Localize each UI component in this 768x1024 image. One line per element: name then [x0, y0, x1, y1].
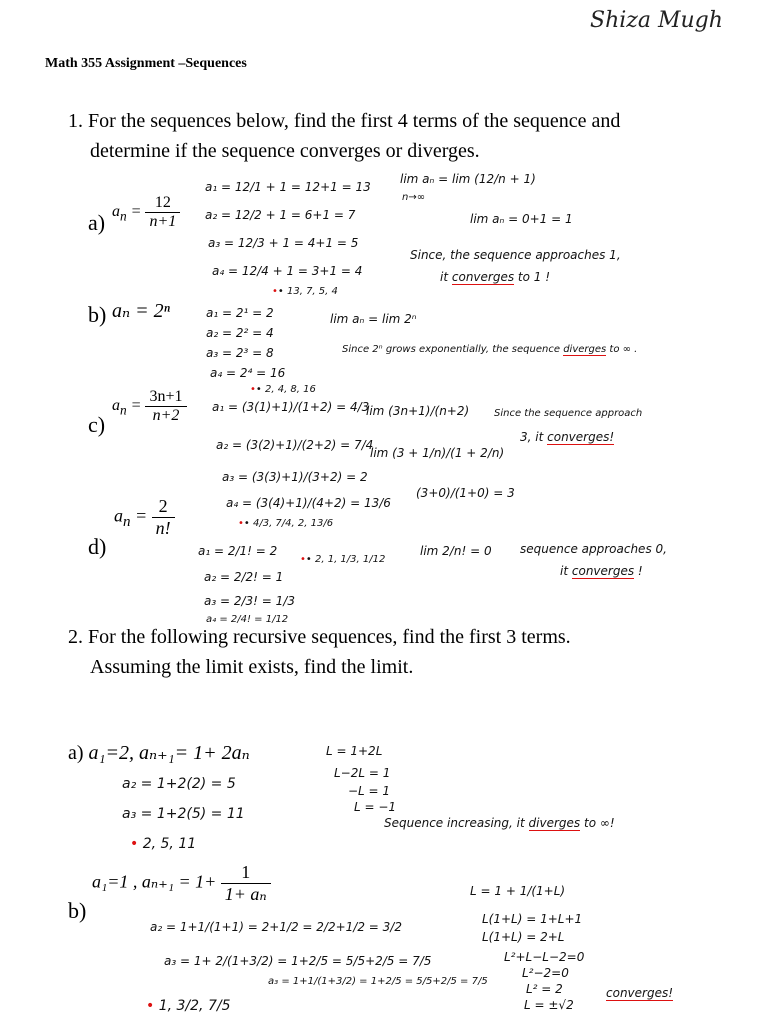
q2b-work-3: a₃ = 1+1/(1+3/2) = 1+2/5 = 5/5+2/5 = 7/5: [268, 976, 488, 987]
q1b-terms: •• 2, 4, 8, 16: [250, 384, 316, 395]
q1c-terms: •• 4/3, 7/4, 2, 13/6: [238, 518, 334, 529]
q1a-conclusion-1: Since, the sequence approaches 1,: [410, 248, 621, 262]
q1c-limit2: lim (3 + 1/n)/(1 + 2/n): [370, 446, 505, 460]
q2b-limit-7: L = ±√2: [524, 998, 574, 1012]
q1a-work-4: a₄ = 12/4 + 1 = 3+1 = 4: [212, 264, 363, 278]
q1a-limit1: lim aₙ = lim (12/n + 1): [400, 172, 536, 186]
q1a-terms: •• 13, 7, 5, 4: [272, 286, 338, 297]
q1d-conclusion-2: it converges !: [560, 564, 643, 578]
q2b-work-1: a₂ = 1+1/(1+1) = 2+1/2 = 2/2+1/2 = 3/2: [150, 920, 402, 934]
q1a-work-3: a₃ = 12/3 + 1 = 4+1 = 5: [208, 236, 359, 250]
q1c-work-1: a₁ = (3(1)+1)/(1+2) = 4/3: [212, 400, 370, 414]
q2a-work-1: a₂ = 1+2(2) = 5: [122, 776, 236, 792]
q2b-limit-6: L² = 2: [526, 982, 563, 996]
q1b-work-3: a₃ = 2³ = 8: [206, 346, 274, 360]
q2a-conclusion: Sequence increasing, it diverges to ∞!: [384, 816, 615, 830]
q2b-label: b): [68, 898, 87, 923]
q1b-label: b): [88, 302, 107, 327]
q2b-limit-4: L²+L−L−2=0: [504, 950, 585, 964]
q2b-limit-2: L(1+L) = 1+L+1: [482, 912, 583, 926]
q1b-formula: aₙ = 2ⁿ: [112, 300, 170, 322]
q1b-limit: lim aₙ = lim 2ⁿ: [330, 312, 417, 326]
q1d-work-2: a₂ = 2/2! = 1: [204, 570, 284, 584]
q1d-converges-word: converges: [571, 564, 635, 578]
q1d-work-1: a₁ = 2/1! = 2: [198, 544, 278, 558]
q1c-converges-word: converges!: [547, 430, 615, 444]
q2b-terms: • 1, 3/2, 7/5: [146, 998, 231, 1014]
q1d-label: d): [88, 534, 107, 559]
q2a-limit-3: −L = 1: [348, 784, 391, 798]
q2b-limit-1: L = 1 + 1/(1+L): [470, 884, 566, 898]
q1b-work-1: a₁ = 2¹ = 2: [206, 306, 274, 320]
q1c-work-3: a₃ = (3(3)+1)/(3+2) = 2: [222, 470, 368, 484]
q2-prompt-line1: 2. For the following recursive sequences, find the first 3 terms.: [68, 626, 571, 648]
q1a-limit2: lim aₙ = 0+1 = 1: [470, 212, 573, 226]
q1a-work-1: a₁ = 12/1 + 1 = 12+1 = 13: [205, 180, 371, 194]
q1c-conclusion-2: 3, it converges!: [520, 430, 615, 444]
q2b-converges-word: converges!: [606, 986, 674, 1000]
q2a-terms: • 2, 5, 11: [130, 836, 197, 852]
q1b-work-4: a₄ = 2⁴ = 16: [210, 366, 286, 380]
q1c-conclusion-1: Since the sequence approach: [494, 408, 643, 419]
q1b-conclusion: Since 2ⁿ grows exponentially, the sequence diverges to ∞ .: [342, 344, 638, 355]
q1a-converges-word: converges: [451, 270, 515, 284]
q2b-limit-5: L²−2=0: [522, 966, 569, 980]
q1d-limit: lim 2/n! = 0: [420, 544, 492, 558]
q1c-limit1: lim (3n+1)/(n+2): [366, 404, 470, 418]
q1c-work-4: a₄ = (3(4)+1)/(4+2) = 13/6: [226, 496, 391, 510]
q1c-formula: $a_n$ = $\frac{3n+1}{n+2}$: [112, 388, 187, 425]
q1-prompt-line1: 1. For the sequences below, find the first 4 terms of the sequence and: [68, 110, 621, 132]
q2a-work-2: a₃ = 1+2(5) = 11: [122, 806, 245, 822]
q1d-work-4: a₄ = 2/4! = 1/12: [206, 614, 289, 625]
q1d-conclusion-1: sequence approaches 0,: [520, 542, 667, 556]
q1a-limit1-sub: n→∞: [402, 192, 426, 203]
q1c-limit3: (3+0)/(1+0) = 3: [416, 486, 515, 500]
assignment-title: Math 355 Assignment –Sequences: [45, 56, 247, 71]
q2-prompt-line2: Assuming the limit exists, find the limit.: [90, 656, 414, 678]
q1a-work-2: a₂ = 12/2 + 1 = 6+1 = 7: [205, 208, 356, 222]
q1d-terms: •• 2, 1, 1/3, 1/12: [300, 554, 386, 565]
q1-prompt-line2: determine if the sequence converges or diverges.: [90, 140, 480, 162]
q2b-work-2: a₃ = 1+ 2/(1+3/2) = 1+2/5 = 5/5+2/5 = 7/5: [164, 954, 432, 968]
q1a-formula: $a_n$ = $\frac{12}{n+1}$: [112, 194, 180, 231]
q1c-label: c): [88, 412, 106, 437]
q1d-work-3: a₃ = 2/3! = 1/3: [204, 594, 295, 608]
q1a-conclusion-2: it converges to 1 !: [440, 270, 551, 284]
student-signature: Shiza Mugh: [590, 8, 723, 33]
q2a-diverges-word: diverges: [528, 816, 581, 830]
q1b-work-2: a₂ = 2² = 4: [206, 326, 274, 340]
q2a-limit-2: L−2L = 1: [334, 766, 391, 780]
q2a-limit-4: L = −1: [354, 800, 397, 814]
q1a-label: a): [88, 210, 106, 235]
q1b-diverges-word: diverges: [563, 344, 607, 355]
q1c-work-2: a₂ = (3(2)+1)/(2+2) = 7/4: [216, 438, 374, 452]
q2a-formula: a) a₁=2, aₙ₊₁= 1+ 2aₙ: [68, 742, 250, 764]
q2b-limit-3: L(1+L) = 2+L: [482, 930, 565, 944]
q1d-formula: $a_n$ = $\frac{2}{n!}$: [114, 496, 175, 539]
q2a-limit-1: L = 1+2L: [326, 744, 383, 758]
q2b-formula: a₁=1 , aₙ₊₁ = 1+ $\frac{1}{\text{1+ aₙ}}$: [92, 862, 271, 905]
q2b-conclusion: [606, 986, 673, 1000]
